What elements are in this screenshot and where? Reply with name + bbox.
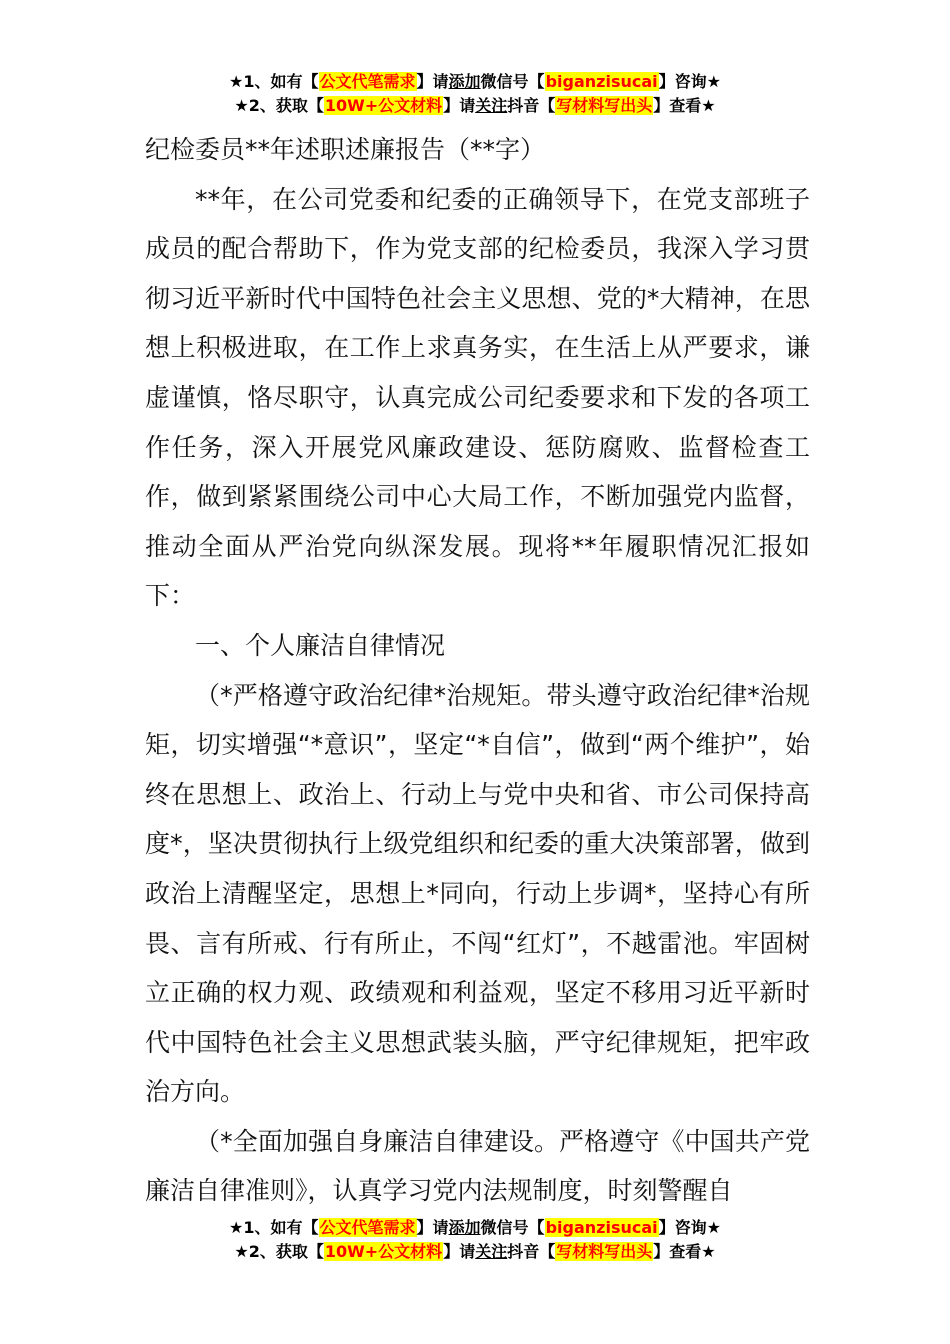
promo-line-1 — [0, 1216, 950, 1240]
promo-line-2 — [0, 1240, 950, 1264]
promo-text: 】请 — [416, 1218, 449, 1237]
body-paragraph: （*严格遵守政治纪律*治规矩。带头遵守政治纪律*治规矩，切实增强“*意识”，坚定“*自信”，做到“两个维护”，始终在思想上、政治上、行动上与党中央和省、市公司保持高度*，坚决贯彻执行上级党组织和纪委的重大决策部署，做到政治上清醒坚定，思想上*同向，行动上步调*，坚持心有所畏、言有所戒、行有所止，不闯“红灯”，不越雷池。牢固树立正确的权力观、政绩观和利益观，坚定不移用习近平新时代中国特色社会主义思想武装头脑，严守纪律规矩，把牢政治方向。 — [145, 680, 810, 1107]
section-heading: 一、个人廉洁自律情况 — [195, 630, 446, 660]
top-promo-banner — [0, 70, 950, 118]
promo-text: 抖音【 — [507, 1242, 556, 1261]
promo-line-1 — [0, 70, 950, 94]
promo-text: 】请 — [443, 96, 476, 115]
promo-highlight: 公文代笔需求 — [319, 1218, 416, 1237]
bottom-promo-banner — [0, 1216, 950, 1264]
promo-text: ★2、获取【 — [234, 96, 324, 115]
promo-text: 】查看★ — [653, 1242, 716, 1261]
promo-underline: 关注 — [475, 1242, 508, 1261]
promo-text: ★1、如有【 — [229, 1218, 319, 1237]
promo-highlight: 公文代笔需求 — [319, 72, 416, 91]
intro-paragraph: **年，在公司党委和纪委的正确领导下，在党支部班子成员的配合帮助下，作为党支部的纪检委员，我深入学习贯彻习近平新时代中国特色社会主义思想、党的*大精神，在思想上积极进取，在工作上求真务实，在生活上从严要求，谦虚谨慎，恪尽职守，认真完成公司纪委要求和下发的各项工作任务，深入开展党风廉政建设、惩防腐败、监督检查工作，做到紧紧围绕公司中心大局工作，不断加强党内监督，推动全面从严治党向纵深发展。现将**年履职情况汇报如下： — [145, 184, 810, 611]
promo-text: 微信号【 — [480, 72, 545, 91]
promo-text: 抖音【 — [507, 96, 556, 115]
promo-text: ★2、获取【 — [234, 1242, 324, 1261]
document-title: 纪检委员**年述职述廉报告（**字） — [145, 135, 546, 164]
promo-text: ★1、如有【 — [229, 72, 319, 91]
promo-text: 】请 — [416, 72, 449, 91]
promo-wechat-id: biganzisucai — [545, 1218, 658, 1237]
promo-line-2 — [0, 94, 950, 118]
promo-text: 】咨询★ — [658, 72, 721, 91]
promo-text: 】请 — [443, 1242, 476, 1261]
document-body — [145, 125, 810, 1216]
promo-underline: 关注 — [475, 96, 508, 115]
promo-douyin-id: 写材料写出头 — [556, 96, 653, 115]
promo-underline: 添加 — [448, 1218, 481, 1237]
promo-douyin-id: 写材料写出头 — [556, 1242, 653, 1261]
promo-highlight: 10W+公文材料 — [324, 1242, 443, 1261]
promo-text: 】咨询★ — [658, 1218, 721, 1237]
promo-underline: 添加 — [448, 72, 481, 91]
promo-wechat-id: biganzisucai — [545, 72, 658, 91]
body-paragraph: （*全面加强自身廉洁自律建设。严格遵守《中国共产党廉洁自律准则》，认真学习党内法规制度，时刻警醒自 — [145, 1126, 810, 1206]
promo-text: 微信号【 — [480, 1218, 545, 1237]
promo-text: 】查看★ — [653, 96, 716, 115]
promo-highlight: 10W+公文材料 — [324, 96, 443, 115]
